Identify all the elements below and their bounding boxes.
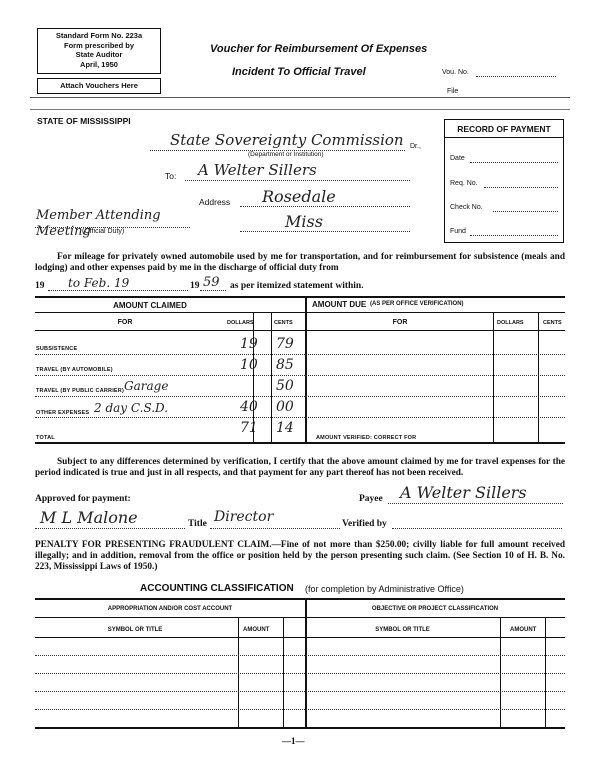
appropriation-header: APPROPRIATION AND/OR COST ACCOUNT	[107, 606, 233, 612]
table-bottom-rule	[35, 442, 565, 444]
certification-text: Subject to any differences determined by verification, I certify that the above amount claimed by me for travel expenses for the period indicated is true and just in all respects, and that payment for any part thereof has not been received.	[35, 457, 565, 478]
row-travel-auto-dollars: 10	[240, 357, 258, 373]
page-number: —1—	[282, 736, 305, 746]
amount-claimed-title: AMOUNT CLAIMED	[113, 301, 187, 310]
accounting-subtitle: (for completion by Administrative Office)	[305, 584, 464, 594]
address-line	[240, 206, 410, 207]
header-divider	[30, 97, 570, 98]
rop-date: Date	[450, 155, 465, 162]
amount-due-title: AMOUNT DUE	[312, 300, 367, 309]
claimed-col-for: FOR	[117, 319, 133, 326]
address-value: Rosedale	[262, 187, 336, 206]
rop-check-no: Check No.	[450, 204, 483, 211]
row-other-cents: 00	[276, 399, 294, 415]
address-line-2	[240, 231, 410, 232]
penalty-text: PENALTY FOR PRESENTING FRAUDULENT CLAIM.—Fine of not more than $250.00; civilly liable for full amount received illegally; and in addition, removal from the office or position held by the person presenting such claim. (See Section 10 of H. B. No. 223, Mississippi Laws of 1950.)	[35, 540, 565, 572]
row-subsistence-cents: 79	[276, 336, 294, 352]
department-value: State Sovereignty Commission	[170, 131, 404, 149]
to-line	[185, 180, 410, 181]
claimed-col-cents: CENTS	[274, 320, 293, 326]
objective-header: OBJECTIVE OR PROJECT CLASSIFICATION	[371, 606, 499, 612]
left-amount-header: AMOUNT	[243, 627, 270, 633]
row-subsistence-label: SUBSISTENCE	[36, 346, 78, 352]
to-date: to Feb. 19	[68, 276, 130, 290]
row-other-label: OTHER EXPENSES	[36, 410, 90, 416]
due-col-cents: CENTS	[543, 320, 562, 326]
row-travel-auto-label: TRAVEL (BY AUTOMOBILE)	[36, 367, 113, 373]
vou-no-label: Vou. No.	[442, 69, 469, 76]
attach-vouchers-label: Attach Vouchers Here	[60, 81, 138, 90]
statement-suffix: as per itemized statement within.	[230, 281, 364, 291]
row-other-dollars: 40	[240, 399, 258, 415]
record-of-payment-title: RECORD OF PAYMENT	[457, 124, 551, 134]
dr-label: Dr.,	[410, 143, 421, 150]
department-caption: (Department or Institution)	[248, 151, 324, 158]
year-prefix-2: 19	[190, 281, 200, 291]
official-duty-caption: (Official Duty)	[82, 228, 125, 235]
address-value-2: Miss	[285, 212, 323, 231]
amount-due-subtitle: (AS PER OFFICE VERIFICATION)	[370, 301, 464, 307]
rop-req-no: Req. No.	[450, 180, 478, 187]
approver-signature: M L Malone	[40, 508, 138, 527]
title-label: Title	[188, 519, 207, 529]
row-other-detail: 2 day C.S.D.	[94, 401, 169, 415]
statement-text: For mileage for privately owned automobile used by me for transportation, and for reimbursement for subsistence (meals and lodging) and other expenses paid by me in the discharge of official duty from	[35, 252, 565, 273]
rop-fund: Fund	[450, 228, 466, 235]
vou-no-line	[476, 76, 556, 77]
header-divider-2	[30, 109, 570, 110]
left-symbol-header: SYMBOL OR TITLE	[107, 627, 163, 633]
payee-label: Payee	[359, 494, 383, 504]
title-line2: Incident To Official Travel	[232, 66, 366, 78]
right-symbol-header: SYMBOL OR TITLE	[375, 627, 430, 633]
year-prefix: 19	[35, 281, 45, 291]
row-travel-carrier-cents: 50	[276, 378, 294, 394]
row-travel-auto-cents: 85	[276, 357, 294, 373]
official-duty-value: Member Attending Meeting	[36, 208, 161, 239]
title-line1: Voucher for Reimbursement Of Expenses	[210, 43, 428, 55]
row-travel-carrier-detail: Garage	[124, 379, 169, 393]
row-total-cents: 14	[276, 420, 294, 436]
address-label: Address	[199, 197, 231, 207]
accounting-title: ACCOUNTING CLASSIFICATION	[140, 583, 294, 594]
claimed-col-dollars: DOLLARS	[227, 320, 254, 326]
row-travel-carrier-label: TRAVEL (BY PUBLIC CARRIER)	[36, 388, 125, 394]
year-value: 59	[203, 275, 220, 290]
to-label: To:	[165, 171, 177, 181]
approved-label: Approved for payment:	[35, 494, 131, 504]
row-subsistence-dollars: 19	[240, 336, 258, 352]
to-value: A Welter Sillers	[198, 161, 317, 179]
row-total-label: TOTAL	[36, 435, 55, 441]
row-total-dollars: 71	[240, 420, 258, 436]
title-value: Director	[214, 509, 274, 525]
file-label: File	[447, 88, 459, 95]
due-col-dollars: DOLLARS	[497, 320, 524, 326]
form-id: Standard Form No. 223a Form prescribed by State Auditor April, 1950	[55, 31, 143, 69]
payee-signature: A Welter Sillers	[400, 483, 527, 502]
verified-by-label: Verified by	[342, 519, 387, 529]
right-amount-header: AMOUNT	[510, 627, 537, 633]
state-label: STATE OF MISSISSIPPI	[37, 116, 131, 126]
due-col-for: FOR	[392, 319, 408, 326]
amount-verified-label: AMOUNT VERIFIED: CORRECT FOR	[316, 435, 417, 441]
table-top-rule	[35, 296, 565, 298]
